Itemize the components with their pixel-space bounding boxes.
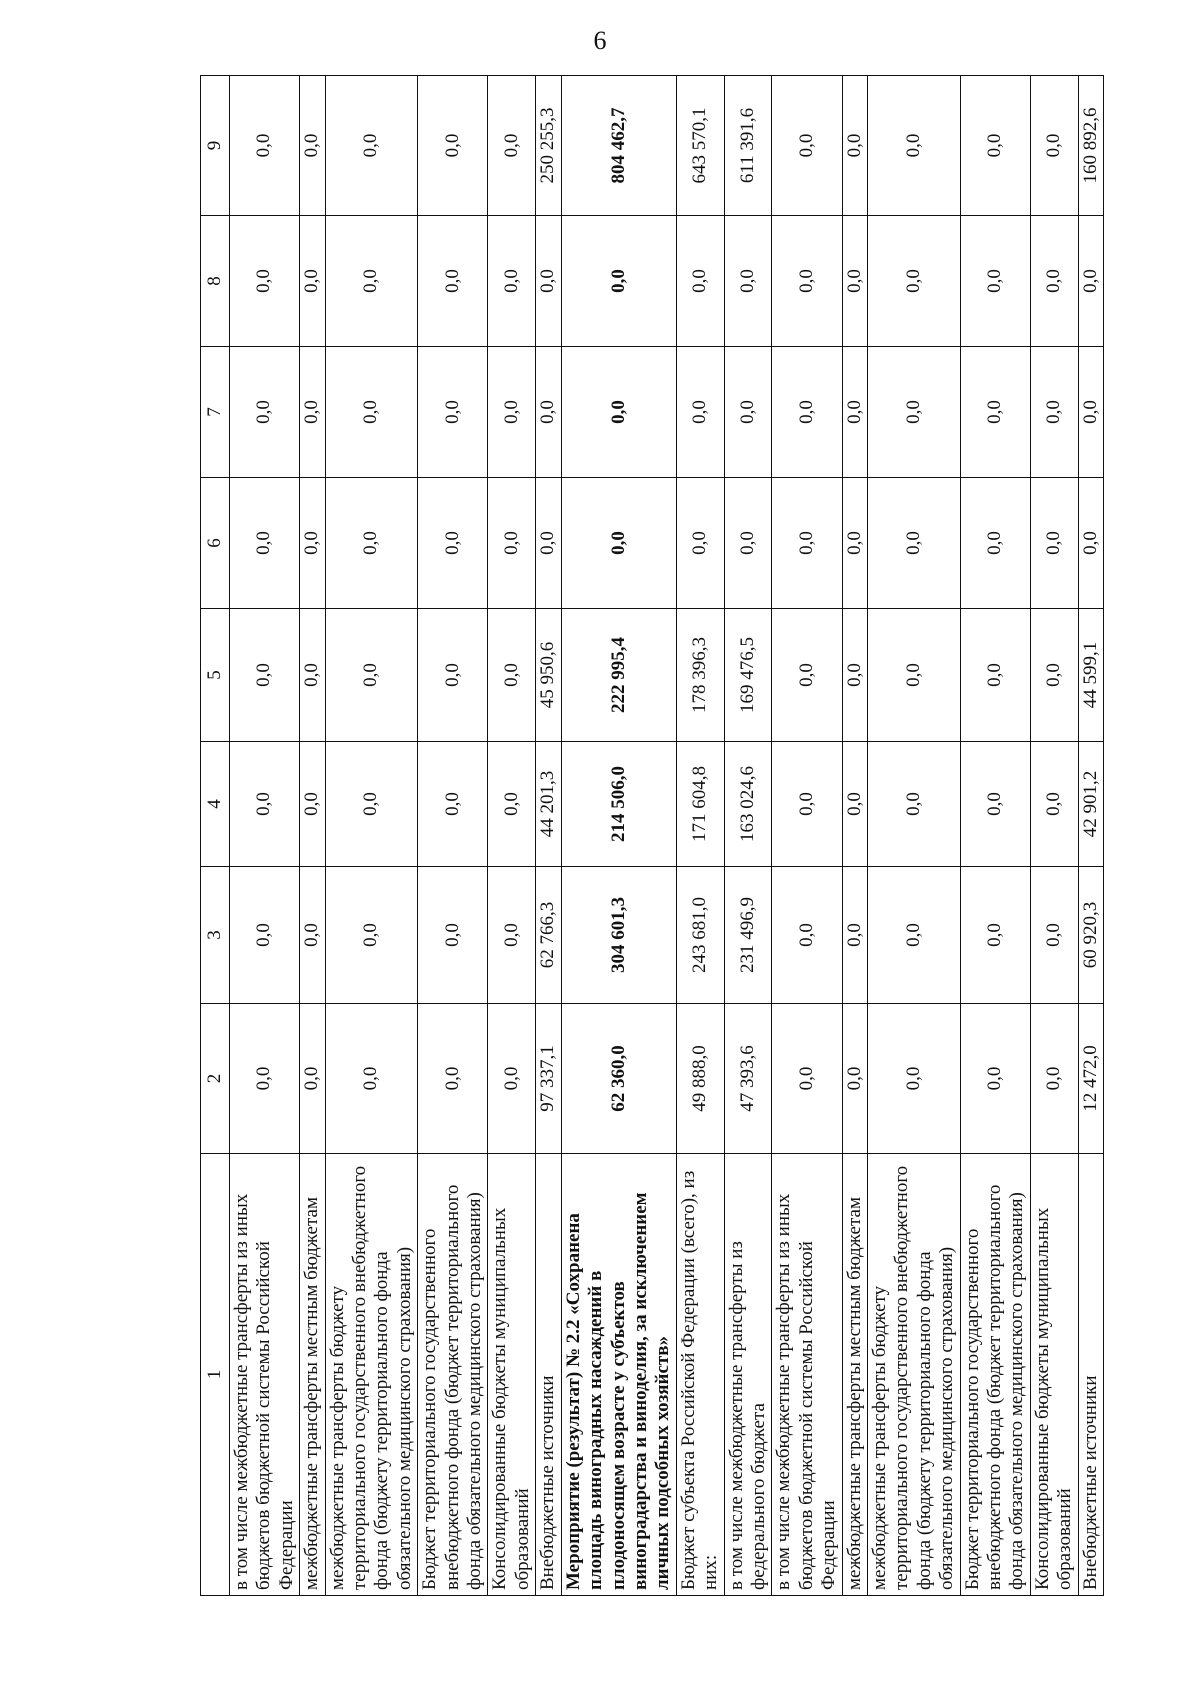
value-cell: 0,0 [724,347,772,478]
value-cell: 62 360,0 [561,1004,676,1154]
value-cell: 178 396,3 [676,609,724,742]
row-label: Бюджет субъекта Российской Федерации (всего), из них: [676,1154,724,1596]
table-row [488,76,536,1596]
value-cell: 42 901,2 [1078,742,1103,867]
value-cell: 0,0 [300,216,325,347]
value-cell: 0,0 [1030,742,1078,867]
row-label: межбюджетные трансферты местным бюджетам [842,1154,867,1596]
value-cell: 0,0 [230,1004,300,1154]
value-cell: 0,0 [418,347,488,478]
value-cell: 0,0 [325,742,418,867]
value-cell: 304 601,3 [561,867,676,1004]
value-cell: 0,0 [842,478,867,609]
value-cell: 0,0 [325,347,418,478]
row-label: межбюджетные трансферты местным бюджетам [300,1154,325,1596]
value-cell: 0,0 [1030,76,1078,216]
value-cell: 0,0 [230,742,300,867]
value-cell: 0,0 [724,478,772,609]
value-cell: 0,0 [561,478,676,609]
column-header-9: 9 [201,76,230,216]
value-cell: 0,0 [842,347,867,478]
value-cell: 0,0 [676,478,724,609]
column-header-1: 1 [201,1154,230,1596]
value-cell: 222 995,4 [561,609,676,742]
value-cell: 0,0 [561,347,676,478]
value-cell: 0,0 [536,216,561,347]
value-cell: 0,0 [842,609,867,742]
value-cell: 0,0 [842,867,867,1004]
table-row [842,76,867,1596]
value-cell: 0,0 [867,1004,960,1154]
value-cell: 0,0 [488,478,536,609]
value-cell: 0,0 [867,216,960,347]
value-cell: 0,0 [772,1004,842,1154]
value-cell: 0,0 [772,867,842,1004]
value-cell: 0,0 [676,347,724,478]
value-cell: 0,0 [1078,478,1103,609]
value-cell: 250 255,3 [536,76,561,216]
value-cell: 0,0 [418,478,488,609]
value-cell: 0,0 [300,76,325,216]
value-cell: 45 950,6 [536,609,561,742]
value-cell: 0,0 [1030,1004,1078,1154]
column-header-6: 6 [201,478,230,609]
column-header-5: 5 [201,609,230,742]
value-cell: 0,0 [867,478,960,609]
value-cell: 231 496,9 [724,867,772,1004]
table-row [772,76,842,1596]
row-label: в том числе межбюджетные трансферты из иных бюджетов бюджетной системы Российской Федерации [230,1154,300,1596]
value-cell: 0,0 [488,347,536,478]
value-cell: 243 681,0 [676,867,724,1004]
value-cell: 0,0 [842,76,867,216]
value-cell: 611 391,6 [724,76,772,216]
row-label: Бюджет территориального государственного внебюджетного фонда (бюджет территориального фонда обязательного медицинского страхования) [418,1154,488,1596]
value-cell: 0,0 [536,478,561,609]
row-label: в том числе межбюджетные трансферты из федерального бюджета [724,1154,772,1596]
value-cell: 0,0 [867,347,960,478]
table-row [724,76,772,1596]
value-cell: 0,0 [418,609,488,742]
value-cell: 97 337,1 [536,1004,561,1154]
value-cell: 0,0 [230,609,300,742]
value-cell: 0,0 [724,216,772,347]
value-cell: 0,0 [867,742,960,867]
value-cell: 0,0 [325,609,418,742]
table-row [561,76,676,1596]
value-cell: 44 201,3 [536,742,561,867]
value-cell: 0,0 [536,347,561,478]
value-cell: 0,0 [960,609,1030,742]
value-cell: 0,0 [325,76,418,216]
value-cell: 0,0 [772,742,842,867]
value-cell: 0,0 [1030,216,1078,347]
row-label: Бюджет территориального государственного внебюджетного фонда (бюджет территориального фонда обязательного медицинского страхования) [960,1154,1030,1596]
value-cell: 0,0 [772,478,842,609]
table-container [200,76,1101,1596]
value-cell: 0,0 [960,347,1030,478]
value-cell: 0,0 [418,742,488,867]
value-cell: 0,0 [960,478,1030,609]
value-cell: 0,0 [1030,609,1078,742]
column-header-8: 8 [201,216,230,347]
value-cell: 0,0 [1030,867,1078,1004]
value-cell: 0,0 [1030,347,1078,478]
value-cell: 171 604,8 [676,742,724,867]
table-row [1078,76,1103,1596]
value-cell: 0,0 [230,867,300,1004]
value-cell: 44 599,1 [1078,609,1103,742]
value-cell: 0,0 [300,1004,325,1154]
value-cell: 0,0 [300,347,325,478]
value-cell: 0,0 [418,76,488,216]
value-cell: 47 393,6 [724,1004,772,1154]
value-cell: 0,0 [561,216,676,347]
value-cell: 0,0 [418,867,488,1004]
value-cell: 0,0 [230,76,300,216]
value-cell: 0,0 [842,742,867,867]
value-cell: 0,0 [772,216,842,347]
column-header-3: 3 [201,867,230,1004]
column-header-2: 2 [201,1004,230,1154]
value-cell: 0,0 [230,478,300,609]
row-label: в том числе межбюджетные трансферты из иных бюджетов бюджетной системы Российской Федерации [772,1154,842,1596]
value-cell: 0,0 [230,216,300,347]
value-cell: 0,0 [1078,216,1103,347]
value-cell: 62 766,3 [536,867,561,1004]
value-cell: 0,0 [418,1004,488,1154]
value-cell: 0,0 [230,347,300,478]
column-header-7: 7 [201,347,230,478]
value-cell: 0,0 [488,609,536,742]
table-row [536,76,561,1596]
value-cell: 0,0 [488,742,536,867]
value-cell: 0,0 [488,216,536,347]
page-number: 6 [593,26,607,55]
value-cell: 160 892,6 [1078,76,1103,216]
table-body [230,76,1104,1596]
finance-table [200,75,1104,1596]
value-cell: 0,0 [960,216,1030,347]
value-cell: 0,0 [325,1004,418,1154]
value-cell: 0,0 [842,216,867,347]
value-cell: 60 920,3 [1078,867,1103,1004]
value-cell: 0,0 [960,867,1030,1004]
value-cell: 0,0 [488,1004,536,1154]
value-cell: 0,0 [300,609,325,742]
value-cell: 0,0 [325,216,418,347]
table-row [1030,76,1078,1596]
value-cell: 0,0 [960,76,1030,216]
table-row [418,76,488,1596]
row-label: Мероприятие (результат) № 2.2 «Сохранена площадь виноградных насаждений в плодоносящем возрасте у субъектов виноградарства и виноделия, за исключением личных подсобных хозяйств» [561,1154,676,1596]
value-cell: 0,0 [300,742,325,867]
row-label: межбюджетные трансферты бюджету территориального государственного внебюджетного фонда (бюджету территориального фонда обязательного медицинского страхования) [867,1154,960,1596]
value-cell: 0,0 [488,76,536,216]
value-cell: 643 570,1 [676,76,724,216]
value-cell: 0,0 [418,216,488,347]
value-cell: 0,0 [867,867,960,1004]
value-cell: 169 476,5 [724,609,772,742]
value-cell: 0,0 [772,347,842,478]
row-label: Консолидированные бюджеты муниципальных образований [1030,1154,1078,1596]
table-row [325,76,418,1596]
value-cell: 49 888,0 [676,1004,724,1154]
table-row [960,76,1030,1596]
value-cell: 0,0 [676,216,724,347]
value-cell: 0,0 [772,76,842,216]
value-cell: 0,0 [488,867,536,1004]
value-cell: 0,0 [867,76,960,216]
row-label: Внебюджетные источники [1078,1154,1103,1596]
value-cell: 0,0 [960,1004,1030,1154]
row-label: Внебюджетные источники [536,1154,561,1596]
value-cell: 214 506,0 [561,742,676,867]
row-label: межбюджетные трансферты бюджету территориального государственного внебюджетного фонда (бюджету территориального фонда обязательного медицинского страхования) [325,1154,418,1596]
value-cell: 0,0 [325,478,418,609]
table-row [300,76,325,1596]
value-cell: 0,0 [867,609,960,742]
value-cell: 12 472,0 [1078,1004,1103,1154]
value-cell: 0,0 [1078,347,1103,478]
row-label: Консолидированные бюджеты муниципальных образований [488,1154,536,1596]
value-cell: 0,0 [772,609,842,742]
value-cell: 804 462,7 [561,76,676,216]
value-cell: 0,0 [300,867,325,1004]
header-row [201,76,230,1596]
table-row [230,76,300,1596]
value-cell: 0,0 [1030,478,1078,609]
value-cell: 0,0 [960,742,1030,867]
table-row [676,76,724,1596]
value-cell: 0,0 [842,1004,867,1154]
value-cell: 163 024,6 [724,742,772,867]
table-row [867,76,960,1596]
column-header-4: 4 [201,742,230,867]
value-cell: 0,0 [300,478,325,609]
value-cell: 0,0 [325,867,418,1004]
